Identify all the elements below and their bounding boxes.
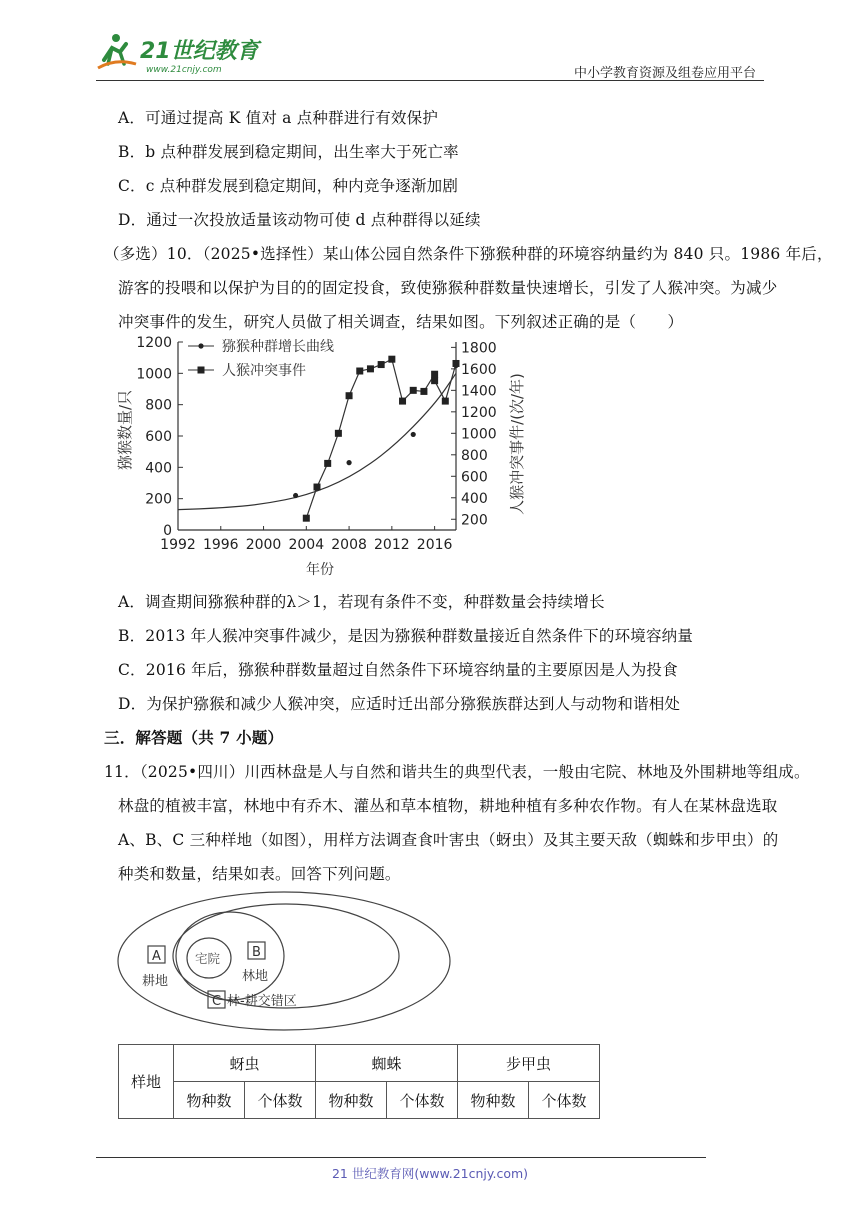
- q11-stem-line-3: A、B、C 三种样地（如图），用样方法调查食叶害虫（蚜虫）及其主要天敌（蜘蛛和步甲虫）的: [118, 831, 779, 849]
- x-tick-label: 2000: [245, 537, 282, 553]
- y2-tick-label: 800: [461, 447, 488, 464]
- q10-stem-line-3: 冲突事件的发生，研究人员做了相关调查，结果如图。下列叙述正确的是（ ）: [118, 313, 684, 331]
- header-aphid: 蚜虫: [174, 1045, 316, 1082]
- x-tick-label: 1996: [202, 537, 239, 553]
- conflict-point: [388, 356, 395, 363]
- x-tick-label: 2016: [416, 537, 453, 553]
- q11-stem-line-1: 11．（2025•四川）川西林盘是人与自然和谐共生的典型代表，一般由宅院、林地及外围耕地等组成。: [104, 763, 810, 781]
- header-divider: [96, 80, 764, 81]
- woodland-ellipse: [176, 912, 284, 1000]
- runner-logo-icon: [98, 34, 136, 68]
- spider-individuals: 个体数: [387, 1082, 458, 1119]
- header-spider: 蜘蛛: [316, 1045, 458, 1082]
- conflict-point: [314, 484, 321, 491]
- aphid-species: 物种数: [174, 1082, 245, 1119]
- survey-table: [118, 1044, 600, 1119]
- footer-divider: [96, 1157, 706, 1158]
- conflict-point: [378, 361, 385, 368]
- spider-species: 物种数: [316, 1082, 387, 1119]
- y-tick-label: 400: [145, 460, 172, 477]
- y2-tick-label: 600: [461, 469, 488, 486]
- q11-stem-line-4: 种类和数量，结果如表。回答下列问题。: [118, 865, 401, 883]
- conflict-point: [324, 460, 331, 467]
- label-ecotone: 林-耕交错区: [227, 994, 297, 1009]
- y-tick-label: 600: [145, 429, 172, 445]
- platform-name: 中小学教育资源及组卷应用平台: [573, 66, 756, 81]
- y2-tick-label: 1200: [461, 404, 497, 421]
- population-point: [346, 460, 351, 465]
- conflict-point: [356, 368, 363, 375]
- y2-tick-label: 1000: [461, 426, 497, 443]
- y-tick-label: 1000: [136, 366, 172, 383]
- y-tick-label: 1200: [136, 335, 172, 351]
- aphid-individuals: 个体数: [245, 1082, 316, 1119]
- label-b: B: [252, 945, 261, 960]
- y2-tick-label: 1600: [461, 361, 497, 378]
- label-woodland: 林地: [242, 969, 269, 984]
- logo-text: 21世纪教育: [140, 39, 259, 64]
- population-point: [453, 363, 458, 368]
- header-site: 样地: [119, 1045, 174, 1119]
- label-courtyard: 宅院: [195, 951, 221, 966]
- q10-stem-line-1: （多选）10．（2025•选择性）某山体公园自然条件下猕猴种群的环境容纳量约为 840 只。1986 年后，: [104, 245, 833, 263]
- y2-tick-label: 1800: [461, 340, 497, 357]
- population-point: [411, 432, 416, 437]
- y-axis-label: 猕猴数量/只: [116, 389, 134, 471]
- legend-marker-population: [198, 343, 203, 348]
- footer-text: 21 世纪教育网(www.21cnjy.com): [331, 1166, 529, 1181]
- x-axis-label: 年份: [306, 562, 334, 578]
- header-beetle: 步甲虫: [458, 1045, 600, 1082]
- conflict-point: [346, 392, 353, 399]
- population-point: [293, 493, 298, 498]
- logo-url: www.21cnjy.com: [146, 65, 222, 75]
- conflict-point: [442, 398, 449, 405]
- legend-label-conflict: 人猴冲突事件: [222, 363, 306, 379]
- conflict-point: [431, 377, 438, 384]
- q10-stem-line-2: 游客的投喂和以保护为目的的固定投食，致使猕猴种群数量快速增长，引发了人猴冲突。为减少: [118, 279, 778, 297]
- q9-option-c: C．c 点种群发展到稳定期间，种内竞争逐渐加剧: [118, 177, 459, 195]
- y2-tick-label: 400: [461, 490, 488, 507]
- beetle-individuals: 个体数: [529, 1082, 600, 1119]
- linpan-diagram: [116, 890, 456, 1032]
- legend-marker-conflict: [198, 367, 205, 374]
- conflict-point: [420, 388, 427, 395]
- logo: [96, 30, 266, 76]
- page-header: [96, 30, 764, 80]
- label-a: A: [152, 949, 161, 964]
- beetle-species: 物种数: [458, 1082, 529, 1119]
- x-tick-label: 1992: [160, 537, 196, 553]
- q10-option-c: C．2016 年后，猕猴种群数量超过自然条件下环境容纳量的主要原因是人为投食: [118, 661, 678, 679]
- x-tick-label: 2012: [374, 537, 410, 553]
- q9-option-d: D．通过一次投放适量该动物可使 d 点种群得以延续: [118, 211, 481, 229]
- x-tick-label: 2008: [331, 537, 367, 553]
- q10-option-d: D．为保护猕猴和减少人猴冲突，应适时迁出部分猕猴族群达到人与动物和谐相处: [118, 695, 681, 713]
- q10-option-a: A．调查期间猕猴种群的λ＞1，若现有条件不变，种群数量会持续增长: [118, 593, 605, 611]
- q9-option-a: A．可通过提高 K 值对 a 点种群进行有效保护: [118, 109, 439, 127]
- y-tick-label: 200: [145, 491, 172, 508]
- conflict-point: [431, 371, 438, 378]
- population-chart: [110, 334, 540, 584]
- y2-tick-label: 200: [461, 512, 488, 529]
- legend-label-population: 猕猴种群增长曲线: [222, 339, 334, 355]
- section-title: 三．解答题（共 7 小题）: [104, 728, 284, 747]
- label-c: C: [211, 994, 222, 1009]
- y-tick-label: 0: [163, 523, 172, 539]
- y-tick-label: 800: [145, 397, 172, 414]
- x-tick-label: 2004: [288, 537, 325, 553]
- q11-stem-line-2: 林盘的植被丰富，林地中有乔木、灌丛和草本植物，耕地种植有多种农作物。有人在某林盘选取: [118, 797, 778, 815]
- q10-option-b: B．2013 年人猴冲突事件减少，是因为猕猴种群数量接近自然条件下的环境容纳量: [118, 627, 694, 645]
- conflict-point: [303, 515, 310, 522]
- label-farmland: 耕地: [142, 974, 169, 989]
- conflict-point: [399, 398, 406, 405]
- y2-axis-label: 人猴冲突事件/(次/年): [508, 373, 526, 515]
- y2-tick-label: 1400: [461, 383, 497, 400]
- q9-option-b: B．b 点种群发展到稳定期间，出生率大于死亡率: [118, 143, 459, 161]
- conflict-point: [367, 365, 374, 372]
- conflict-point: [410, 387, 417, 394]
- conflict-point: [335, 430, 342, 437]
